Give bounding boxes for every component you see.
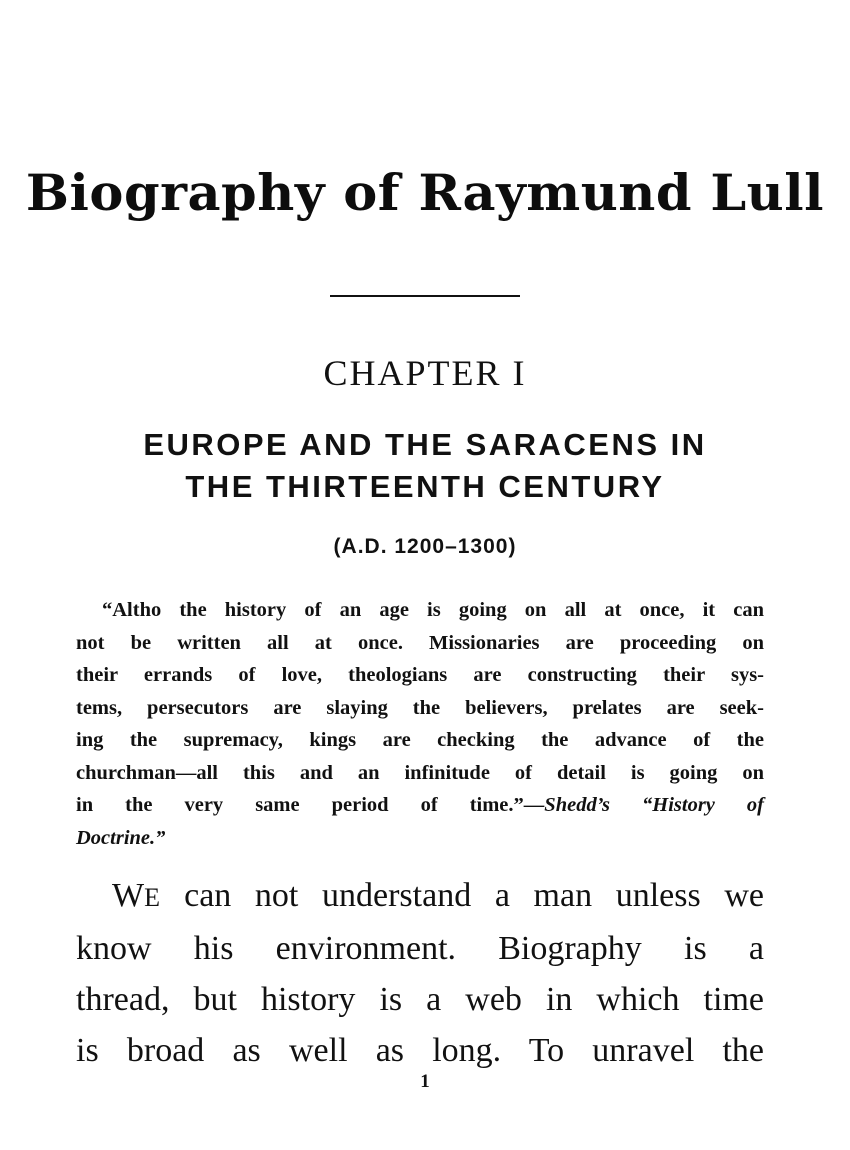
title-divider [330,295,520,297]
epigraph-line-2: not be written all at once. Missionaries are proceeding on [76,631,764,654]
body-line-1-rest: can not understand a man unless we [160,877,764,914]
epigraph-line-7 [76,789,764,822]
epigraph-line-5: ing the supremacy, kings are checking the advance of the [76,729,764,751]
chapter-number: CHAPTER I [323,353,527,393]
book-title: Biography of Raymund Lull [25,163,825,222]
epigraph-quote [76,594,764,854]
epigraph-line-3: their errands of love, theologians are constructing their sys- [76,664,764,686]
chapter-dates: (A.D. 1200–1300) [333,535,517,558]
epigraph-line-1: “Altho the history of an age is going on all at once, it can [102,599,764,621]
body-line-1 [76,870,764,923]
epigraph-citation-part-2: Doctrine.” [76,826,166,849]
opening-smallcap: E [144,883,161,912]
opening-initial: W [112,877,145,914]
chapter-title-line-2: THE THIRTEENTH CENTURY [185,469,665,504]
chapter-title [60,424,790,508]
body-line-3: thread, but history is a web in which time [76,981,764,1018]
body-line-2: know his environment. Biography is a [76,930,764,967]
epigraph-line-4: tems, persecutors are slaying the believers, prelates are seek- [76,696,764,719]
body-line-4: is broad as well as long. To unravel the [76,1032,764,1069]
epigraph-line-6: churchman—all this and an infinitude of detail is going on [76,761,764,784]
page-number: 1 [420,1071,430,1092]
epigraph-line-7-text: in the very same period of time.”— [76,794,545,816]
epigraph-citation-part-1: Shedd’s “History of [544,794,765,816]
body-paragraph [76,870,764,1076]
chapter-title-line-1: EUROPE AND THE SARACENS IN [143,427,707,462]
